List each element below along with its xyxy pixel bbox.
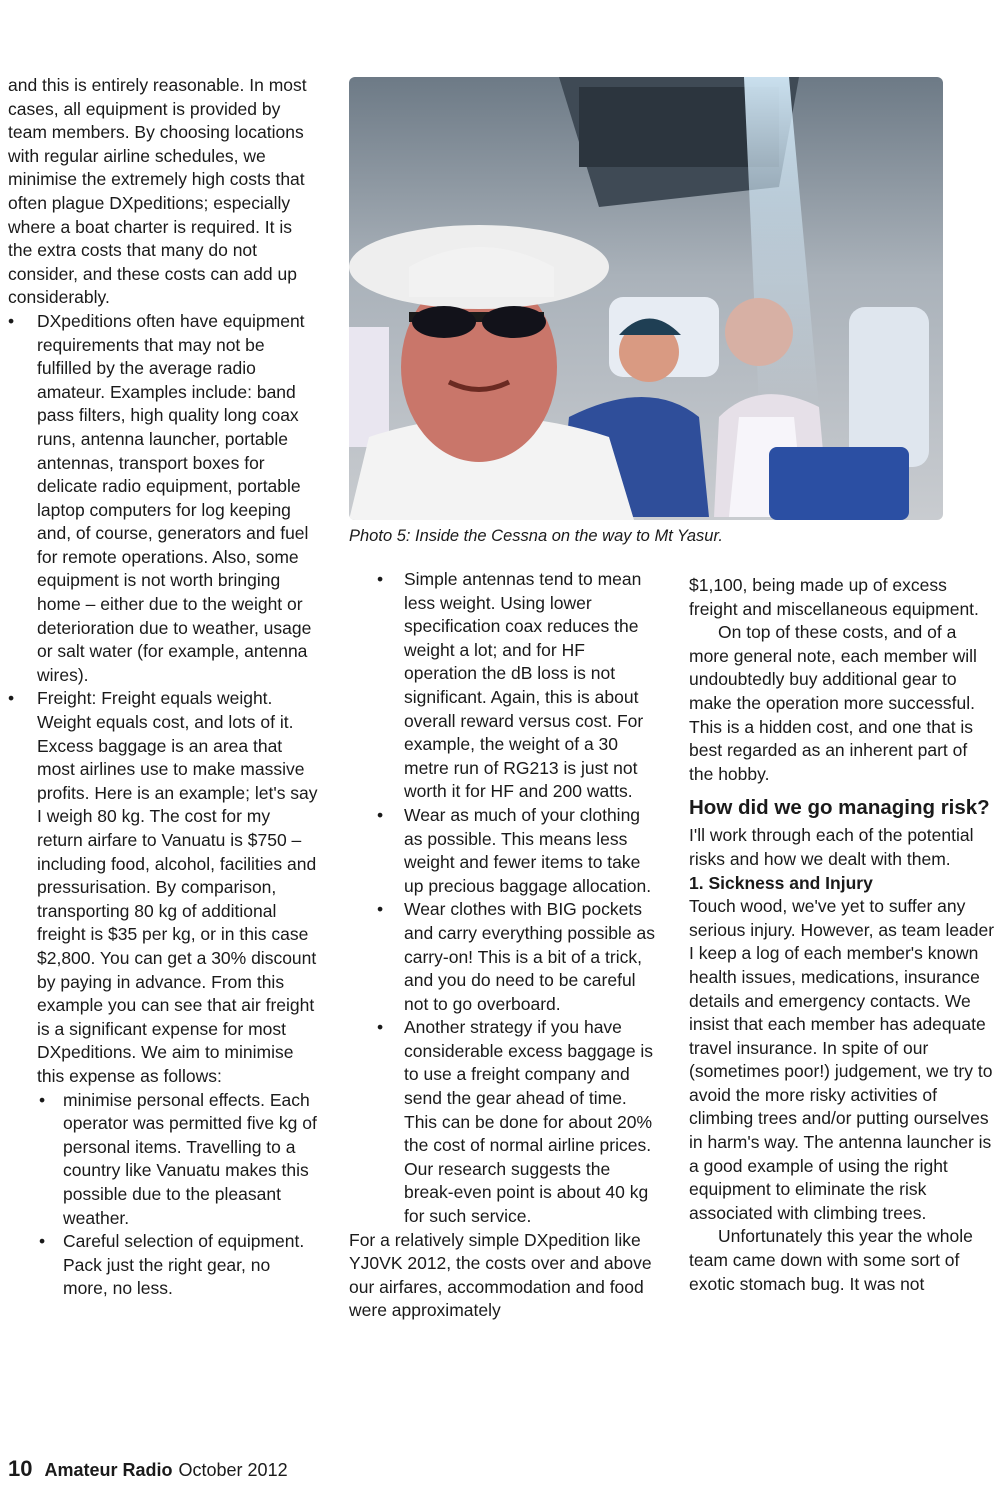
bullet-wear-clothing: • Wear as much of your clothing as possible. This means less weight and fewer items to take up precious baggage allocation. bbox=[349, 804, 661, 898]
page-number: 10 bbox=[8, 1456, 33, 1481]
sub-bullet-personal-effects: • minimise personal effects. Each operator was permitted five kg of personal items. Travelling to a country like Vanuatu makes this possible due to the pleasant weather. bbox=[37, 1089, 318, 1231]
magazine-name: Amateur Radio bbox=[44, 1460, 173, 1480]
paragraph-hidden-cost: On top of these costs, and of a more general note, each member will undoubtedly buy additional gear to make the operation more successful. This is a hidden cost, and one that is best regarded as an inherent part of the hobby. bbox=[689, 622, 977, 784]
heading-managing-risk: How did we go managing risk? bbox=[689, 796, 990, 820]
bullet-list bbox=[8, 310, 318, 1301]
paragraph-intro: and this is entirely reasonable. In most cases, all equipment is provided by team members. By choosing locations with regular airline schedules, we minimise the extremely high costs that often plague DXpeditions; especially where a boat charter is required. It is the extra costs that many do not consider, and these costs can add up considerably. bbox=[8, 75, 307, 308]
bullet-big-pockets: • Wear clothes with BIG pockets and carry everything possible as carry-on! This is a bit of a trick, and you do need to be careful not to go overboard. bbox=[349, 898, 661, 1016]
issue-date: October 2012 bbox=[178, 1460, 288, 1480]
photo-caption: Photo 5: Inside the Cessna on the way to Mt Yasur. bbox=[349, 527, 723, 545]
column-right bbox=[689, 574, 995, 1296]
bullet-equipment-text: DXpeditions often have equipment requirements that may not be fulfilled by the average radio amateur. Examples include: band pass filters, high quality long coax runs, antenna launcher, portable antennas, transport boxes for delicate radio equipment, portable laptop computers for log keeping and, of course, generators and fuel for remote operations. Also, some equipment is not worth bringing home – either due to the weight or deterioration due to weather, usage or salt water (for example, antenna wires). bbox=[37, 310, 312, 685]
page-footer bbox=[8, 1456, 288, 1482]
bullet-freight-company: • Another strategy if you have considerable excess baggage is to use a freight company and send the gear ahead of time. This can be done for about 20% the cost of normal airline prices. Our research suggests the break-even point is about 40 kg for such service. bbox=[349, 1016, 661, 1228]
paragraph-costs-continued: $1,100, being made up of excess freight and miscellaneous equipment. bbox=[689, 575, 979, 619]
column-middle bbox=[349, 568, 661, 1323]
photo-cessna-interior bbox=[349, 77, 943, 520]
paragraph-costs: For a relatively simple DXpedition like YJ0VK 2012, the costs over and above our airfares, accommodation and food were approximately bbox=[349, 1229, 652, 1321]
paragraph-risk-intro: I'll work through each of the potential risks and how we dealt with them. bbox=[689, 825, 974, 869]
bullet-simple-antennas: • Simple antennas tend to mean less weight. Using lower specification coax reduces the weight a lot; and for HF operation the dB loss is not significant. Again, this is about overall reward versus cost. For example, the weight of a 30 metre run of RG213 is just not worth it for HF and 200 watts. bbox=[349, 568, 661, 804]
column-left bbox=[8, 74, 318, 1301]
subheading-sickness-injury: 1. Sickness and Injury bbox=[689, 872, 873, 893]
photo-illustration bbox=[349, 77, 943, 520]
bullet-freight bbox=[8, 687, 318, 1300]
paragraph-sickness: Touch wood, we've yet to suffer any serious injury. However, as team leader I keep a log of each member's known health issues, medications, insurance details and emergency contacts. We insist that each member has adequate travel insurance. In spite of our (sometimes poor!) judgement, we try to avoid the more risky activities of climbing trees and/or putting ourselves in harm's way. The antenna launcher is a good example of using the right equipment to eliminate the risk associated with climbing trees. bbox=[689, 896, 995, 1223]
sub-bullet-equipment-selection: • Careful selection of equipment. Pack just the right gear, no more, no less. bbox=[37, 1230, 318, 1301]
bullet-freight-text: Freight: Freight equals weight. Weight equals cost, and lots of it. Excess baggage is an area that most airlines use to make massive profits. Here is an example; let's say I weigh 80 kg. The cost for my return airfare to Vanuatu is $750 – including food, alcohol, facilities and pressurisation. By comparison, transporting 80 kg of additional freight is $35 per kg, or in this case $2,800. You can get a 30% discount by paying in advance. From this example you can see that air freight is a significant expense for most DXpeditions. We aim to minimise this expense as follows: bbox=[37, 688, 318, 1086]
paragraph-stomach-bug: Unfortunately this year the whole team came down with some sort of exotic stomach bug. It was not bbox=[689, 1226, 973, 1294]
bullet-equipment bbox=[8, 310, 318, 688]
sub-bullet-list bbox=[37, 1089, 318, 1301]
bullet-list bbox=[349, 568, 661, 1229]
